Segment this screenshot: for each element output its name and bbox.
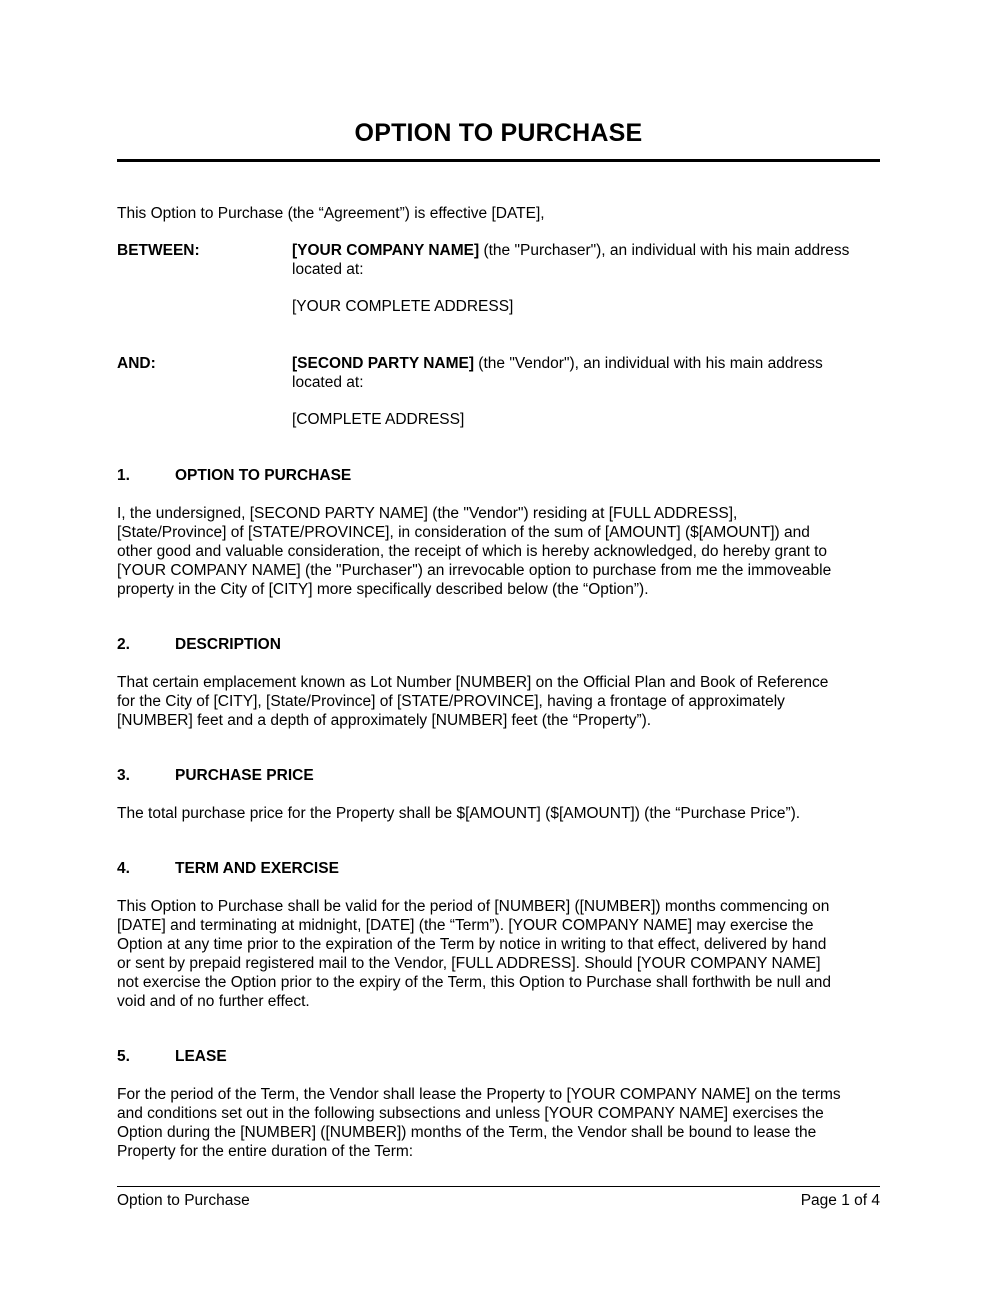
section-2-line: That certain emplacement known as Lot Number [NUMBER] on the Official Plan and Book of Reference — [117, 674, 829, 691]
party-between-role: (the "Purchaser"), an individual with his main address — [479, 242, 850, 259]
section-2-heading: DESCRIPTION — [175, 636, 281, 653]
section-4-line: [DATE] and terminating at midnight, [DATE] (the “Term”). [YOUR COMPANY NAME] may exercise the — [117, 917, 814, 934]
section-1-line: property in the City of [CITY] more specifically described below (the “Option”). — [117, 581, 649, 598]
title-divider — [117, 159, 880, 162]
section-4-body — [117, 897, 887, 1011]
section-5-line: and conditions set out in the following subsections and unless [YOUR COMPANY NAME] exercises the — [117, 1105, 824, 1122]
section-5-line: For the period of the Term, the Vendor shall lease the Property to [YOUR COMPANY NAME] on the terms — [117, 1086, 841, 1103]
intro-paragraph: This Option to Purchase (the “Agreement”) is effective [DATE], — [117, 205, 545, 222]
section-1-number: 1. — [117, 467, 130, 484]
footer-divider — [117, 1186, 880, 1187]
party-and-role: (the "Vendor"), an individual with his main address — [474, 355, 823, 372]
section-5-number: 5. — [117, 1048, 130, 1065]
party-and-line2: located at: — [292, 374, 364, 391]
section-3-line: The total purchase price for the Property shall be $[AMOUNT] ($[AMOUNT]) (the “Purchase Price”). — [117, 805, 801, 822]
section-1-line: other good and valuable consideration, the receipt of which is hereby acknowledged, do hereby grant to — [117, 543, 828, 560]
party-between-line2: located at: — [292, 261, 364, 278]
section-1-line: [YOUR COMPANY NAME] (the "Purchaser") an irrevocable option to purchase from me the immoveable — [117, 562, 832, 579]
section-1-line: I, the undersigned, [SECOND PARTY NAME] (the "Vendor") residing at [FULL ADDRESS], — [117, 505, 738, 522]
section-2-line: for the City of [CITY], [State/Province] of [STATE/PROVINCE], having a frontage of approximately — [117, 693, 785, 710]
section-5-body — [117, 1085, 887, 1161]
footer-document-name: Option to Purchase — [117, 1192, 250, 1209]
party-and-name: [SECOND PARTY NAME] — [292, 355, 474, 372]
party-label-between: BETWEEN: — [117, 242, 200, 259]
section-1-body — [117, 504, 887, 599]
section-5-line: Option during the [NUMBER] ([NUMBER]) months of the Term, the Vendor shall be bound to lease the — [117, 1124, 817, 1141]
party-between-text — [292, 241, 892, 279]
section-4-line: not exercise the Option prior to the expiry of the Term, this Option to Purchase shall forthwith be null and — [117, 974, 831, 991]
section-5-line: Property for the entire duration of the Term: — [117, 1143, 414, 1160]
section-4-line: void and of no further effect. — [117, 993, 310, 1010]
section-3-number: 3. — [117, 767, 130, 784]
party-and-text — [292, 354, 892, 392]
party-between-line1 — [292, 241, 892, 260]
party-and-line1 — [292, 354, 892, 373]
section-4-number: 4. — [117, 860, 130, 877]
footer-page-number: Page 1 of 4 — [800, 1192, 880, 1209]
section-3-heading: PURCHASE PRICE — [175, 767, 314, 784]
party-and-address: [COMPLETE ADDRESS] — [292, 411, 465, 428]
party-between-name: [YOUR COMPANY NAME] — [292, 242, 480, 259]
party-between-address: [YOUR COMPLETE ADDRESS] — [292, 298, 514, 315]
party-label-and: AND: — [117, 355, 156, 372]
section-4-line: or sent by prepaid registered mail to the Vendor, [FULL ADDRESS]. Should [YOUR COMPANY NAME] — [117, 955, 821, 972]
document-title: OPTION TO PURCHASE — [354, 119, 643, 147]
section-1-line: [State/Province] of [STATE/PROVINCE], in consideration of the sum of [AMOUNT] ($[AMOUNT]) and — [117, 524, 810, 541]
section-2-body — [117, 673, 887, 730]
section-1-heading: OPTION TO PURCHASE — [175, 467, 352, 484]
section-4-heading: TERM AND EXERCISE — [175, 860, 339, 877]
section-4-line: This Option to Purchase shall be valid for the period of [NUMBER] ([NUMBER]) months commencing on — [117, 898, 830, 915]
section-4-line: Option at any time prior to the expiration of the Term by notice in writing to that effect, delivered by hand — [117, 936, 827, 953]
section-3-body — [117, 804, 887, 823]
section-2-number: 2. — [117, 636, 130, 653]
section-2-line: [NUMBER] feet and a depth of approximately [NUMBER] feet (the “Property”). — [117, 712, 652, 729]
section-5-heading: LEASE — [175, 1048, 227, 1065]
